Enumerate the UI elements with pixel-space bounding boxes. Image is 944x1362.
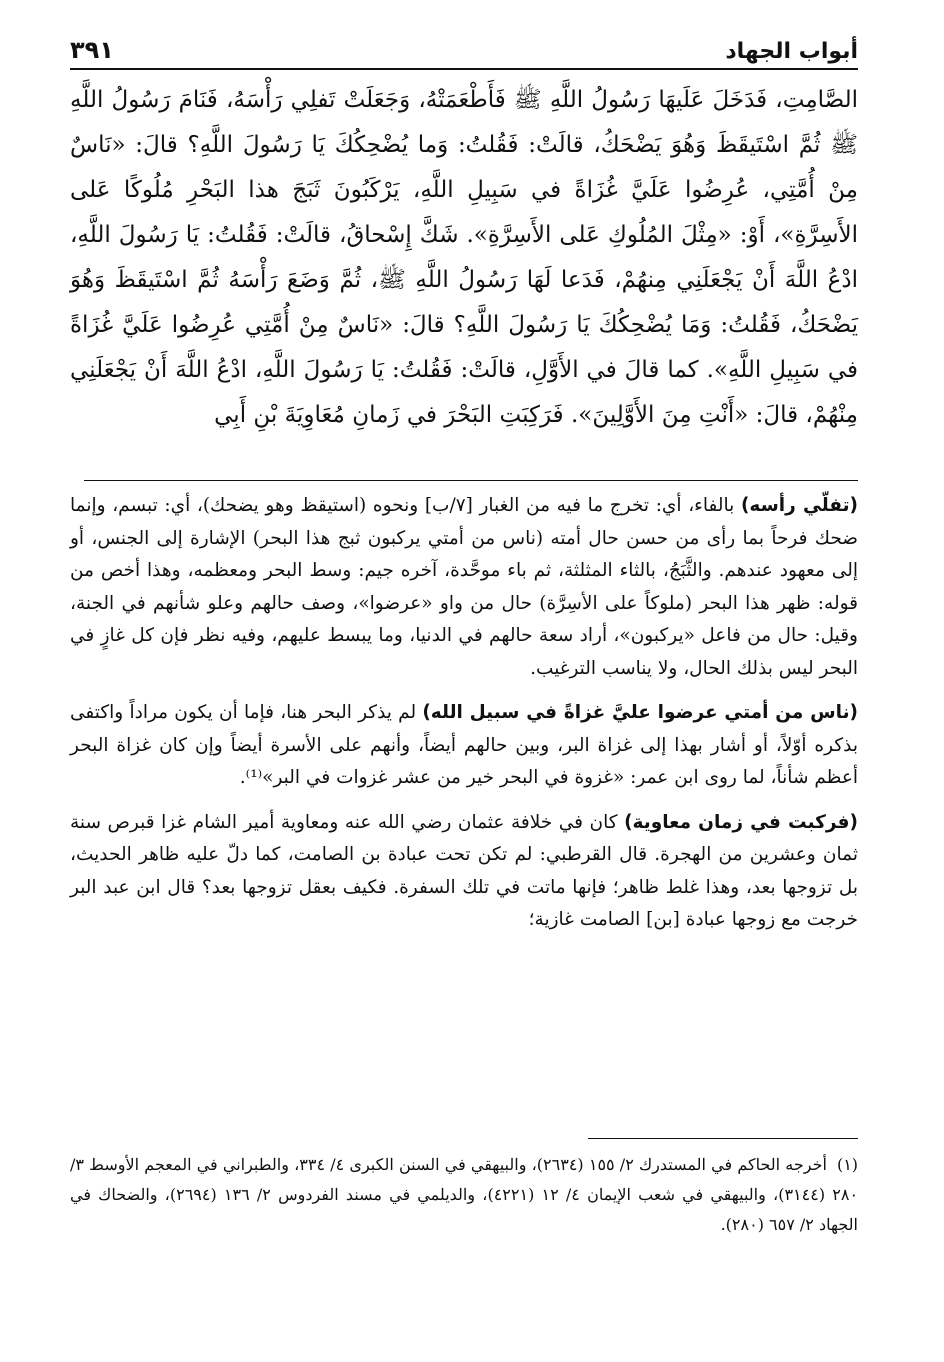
commentary-text: لم يذكر البحر هنا، فإما أن يكون مراداً واكتفى بذكره أوّلاً، أو أشار بهذا إلى غزاة البر، وبين حالهم أيضاً، وأنهم على الأسرة أيضاً وإن كان غزاة البحر أعظم شأناً، لما روى ابن عمر: «غزوة في البحر خير من عشر غزوات في البر»⁽¹⁾. — [70, 702, 858, 788]
commentary-paragraph — [70, 490, 858, 685]
commentary-lemma: (ناس من أمتي عرضوا عليَّ غزاةً في سبيل الله) — [422, 702, 859, 723]
hadith-paragraph: الصَّامِتِ، فَدَخَلَ عَلَيهَا رَسُولُ اللَّهِ ﷺ فَأَطْعَمَتْهُ، وَجَعَلَتْ تَفلِي رَأْسَهُ، فَنَامَ رَسُولُ اللَّهِ ﷺ ثُمَّ اسْتَيقَظَ وَهُوَ يَضْحَكُ، قالَتْ: فَقُلتُ: وَما يُضْحِكُكَ يَا رَسُولَ اللَّهِ؟ قالَ: «نَاسٌ مِنْ أُمَّتِي، عُرِضُوا عَلَيَّ غُزَاةً في سَبِيلِ اللَّهِ، يَرْكَبُونَ ثَبَجَ هذا البَحْرِ مُلُوكًا عَلى الأَسِرَّةِ»، أَوْ: «مِثْلَ المُلُوكِ عَلى الأَسِرَّةِ». شَكَّ إِسْحاقُ، قالَتْ: فَقُلتُ: يَا رَسُولَ اللَّهِ، ادْعُ اللَّهَ أَنْ يَجْعَلَنِي مِنهُمْ، فَدَعا لَهَا رَسُولُ اللَّهِ ﷺ، ثُمَّ وَضَعَ رَأْسَهُ ثُمَّ اسْتَيقَظَ وَهُوَ يَضْحَكُ، فَقُلتُ: وَمَا يُضْحِكُكَ يَا رَسُولَ اللَّهِ؟ قالَ: «نَاسٌ مِنْ أُمَّتِي عُرِضُوا عَلَيَّ غُزَاةً في سَبِيلِ اللَّهِ». كما قالَ في الأَوَّلِ، قالَتْ: فَقُلتُ: يَا رَسُولَ اللَّهِ، ادْعُ اللَّهَ أَنْ يَجْعَلَنِي مِنْهُمْ، قالَ: «أَنْتِ مِنَ الأَوَّلِينَ». فَرَكِبَتِ البَحْرَ في زَمانِ مُعَاوِيَةَ بْنِ أَبِي — [70, 87, 858, 428]
chapter-title: أبواب الجهاد — [725, 39, 858, 64]
commentary-paragraph — [70, 807, 858, 937]
commentary-section — [70, 490, 858, 949]
hadith-text — [70, 78, 858, 438]
footnote-number: (١) — [836, 1155, 859, 1174]
footnote — [70, 1150, 858, 1240]
commentary-paragraph — [70, 697, 858, 795]
running-header — [70, 24, 858, 70]
commentary-lemma: (تفلّي رأسه) — [740, 495, 858, 516]
commentary-text: كان في خلافة عثمان رضي الله عنه ومعاوية أمير الشام غزا قبرص سنة ثمان وعشرين من الهجرة. قال القرطبي: لم تكن تحت عبادة بن الصامت، كما دلّ عليه ظاهر الحديث، بل تزوجها بعد، وهذا غلط ظاهر؛ فإنها ماتت في تلك السفرة. فكيف بعقل تزوجها بعد؟ قال ابن عبد البر خرجت مع زوجها عبادة [بن] الصامت غازية؛ — [70, 811, 858, 930]
footnote-text: أخرجه الحاكم في المستدرك ٢/ ١٥٥ (٢٦٣٤)، والبيهقي في السنن الكبرى ٤/ ٣٣٤، والطبراني في المعجم الأوسط ٣/ ٢٨٠ (٣١٤٤)، والبيهقي في شعب الإيمان ٤/ ١٢ (٤٢٢١)، والديلمي في مسند الفردوس ٢/ ١٣٦ (٢٦٩٤)، والضحاك في الجهاد ٢/ ٦٥٧ (٢٨٠). — [70, 1155, 859, 1234]
footnote-divider — [588, 1138, 858, 1139]
commentary-lemma: (فركبت في زمان معاوية) — [624, 811, 858, 833]
page-number: ٣٩١ — [70, 36, 114, 64]
footnotes-section — [70, 1150, 858, 1240]
commentary-text: بالفاء، أي: تخرج ما فيه من الغبار [٧/ب] ونحوه (استيقظ وهو يضحك)، أي: تبسم، وإنما ضحك فرحاً بما رأى من حسن حال أمته (ناس من أمتي يركبون ثبج هذا البحر) الإشارة إلى الجنس، أو إلى معهود عندهم. والثَّبَجُ، بالثاء المثلثة، ثم باء موحَّدة، آخره جيم: وسط البحر ومعظمه، وهذا أخص من قوله: ظهر هذا البحر (ملوكاً على الأسِرَّة) حال من واو «عرضوا»، وصف حالهم وعلو شأنهم في الجنة، وقيل: حال من فاعل «يركبون»، أراد سعة حالهم في الدنيا، وما يبسط عليهم، وفيه نظر فإن كل غازٍ في البحر ليس بذلك الحال، ولا يناسب الترغيب. — [70, 495, 858, 679]
commentary-divider — [84, 480, 858, 481]
